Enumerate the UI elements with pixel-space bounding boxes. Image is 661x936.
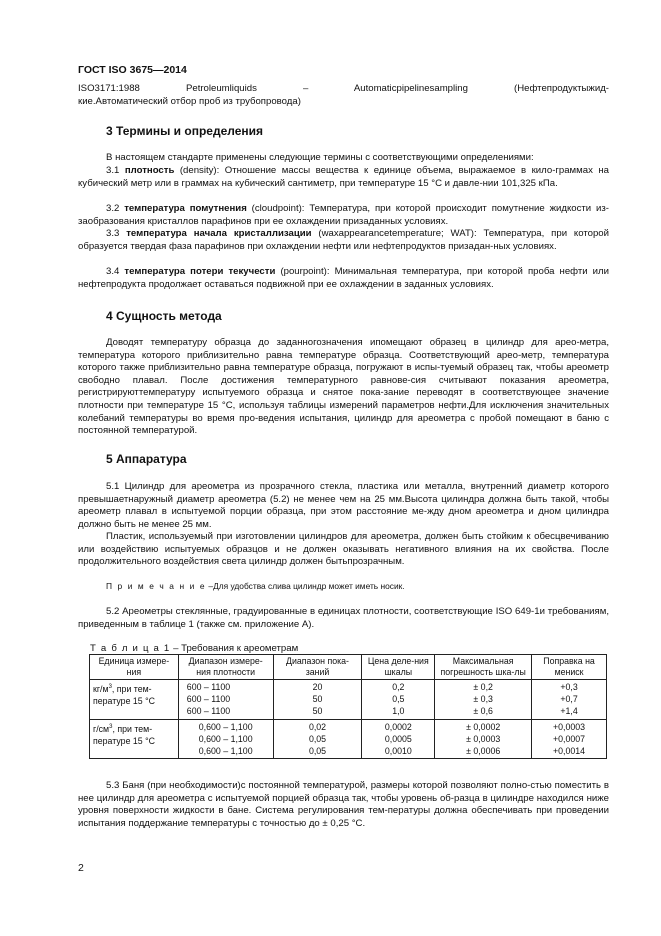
reference-word-1: Petroleumliquids [185,83,257,94]
cell-value: 0,0005 [384,733,412,744]
term-3-3 [78,228,609,253]
cell-value: 600 – 1100 [186,682,231,692]
term-number: 3.3 [106,228,127,239]
term-number: 3.4 [106,266,125,277]
meniscus-cell [532,719,607,759]
density-range-cell [178,719,273,759]
reading-range-cell [273,719,362,759]
cell-value: 0,02 [308,721,327,732]
unit-superscript: 3 [108,684,112,690]
cell-value: ± 0,0003 [466,733,501,744]
section-3-intro: В настоящем стандарте применены следующие термины с соответствующими определениями: [106,152,534,163]
cell-value: 1,0 [392,706,405,717]
reference-code: ISO3171:1988 [78,83,140,94]
table-row [90,719,607,759]
error-cell [435,680,532,720]
reference-word-2: Automaticpipelinesampling [353,83,468,94]
table-caption-text: – Требования к ареометрам [170,643,299,654]
unit-superscript: 3 [109,723,113,730]
hydrometer-requirements-table [89,654,607,759]
term-definition: (pourpoint): Минимальная температура, при которой проба нефти или нефтепродукта продолжает оставаться подвижной при ее охлаждении в заданных условиях. [78,266,609,290]
division-cell [362,719,435,759]
table-row [90,680,607,720]
document-header: ГОСТ ISO 3675—2014 [78,64,187,76]
header-meniscus-correction: Поправка на мениск [532,655,607,680]
unit-text: кг/м [93,683,109,694]
paragraph-5-1: 5.1 Цилиндр для ареометра из прозрачного стекла, пластика или металла, внутренний диаметр которого превышаетнаружный диаметр ареометра (5.2) не менее чем на 25 мм.Высота цилиндра должна быть такой, чтобы ареометр плавал в испытуемой порции образца, при этом расстояние ме-жду дном ареометра и дном цилиндра должно быть не менее 25 мм. [78,481,609,530]
cell-value: 0,05 [308,746,327,757]
reference-line-2: кие.Автоматический отбор проб из трубопровода) [78,96,301,107]
term-3-4 [78,266,609,291]
term-name: температура начала кристаллизации [126,228,312,239]
term-3-1 [78,165,609,190]
cell-value: 600 – 1100 [186,694,231,705]
cell-value: 0,600 – 1,100 [198,721,253,732]
cell-value: 50 [312,694,323,705]
cell-value: +0,7 [560,694,578,705]
term-name: плотность [124,165,175,176]
cell-value: +0,3 [560,682,578,692]
cell-value: +0,0007 [553,733,586,744]
paragraph-5-3: 5.3 Баня (при необходимости)с постоянной температурой, размеры которой позволяют полно-стью поместить в нее цилиндр для ареометра с испытуемой порцией образца так, чтобы уровень об-разца в цилиндре находился ниже уровня поверхности жидкости в бане. Система регулирования тем-пературы должна обеспечивать при проведении испытания поддержание температуры с точностью до ± 0,25 °C. [78,780,609,829]
section-5-heading: 5 Аппаратура [106,452,187,466]
unit-cell [90,680,179,720]
division-cell [362,680,435,720]
cell-value: +1,4 [560,706,578,717]
meniscus-cell [532,680,607,720]
cell-value: 0,5 [392,694,405,705]
term-definition: (density): Отношение массы вещества к единице объема, выражаемое в кило-граммах на кубический метр или в граммах на кубический сантиметр, при температуре 15 °C и давле-нии 101,325 кПа. [78,165,609,189]
cell-value: ± 0,0006 [466,746,501,757]
note [106,581,405,591]
table-caption [90,643,298,654]
note-text: –Для удобства слива цилиндр может иметь носик. [206,581,405,591]
section-4-heading: 4 Сущность метода [106,309,222,323]
table-header-row [90,655,607,680]
reading-range-cell [273,680,362,720]
page-number: 2 [78,862,84,874]
cell-value: ± 0,0002 [466,721,501,732]
cell-value: 600 – 1100 [186,706,231,717]
section-4-text: Доводят температуру образца до заданногозначения ипомещают образец в цилиндр для арео-метра, температура которого приблизительно равна температуре образца. Соответствующий арео-метр, температура которого также приблизительно равна температуре образца, погружают в испы-туемый образец так, чтобы ареометр свободно плавал. После достижения температурного равнове-сия считывают показания ареометра, регистрируюттемпературу испытуемого образца и снятое пока-зание переводят в соответствующее значение плотности при температуре 15 °C, используя таблицы измерений параметров нефти.Для исключения значительных колебаний температуры во время про-ведения испытания, цилиндр для ареометра с пробой помещают в баню с постоянной температурой. [78,337,609,437]
header-unit: Единица измере-ния [90,655,179,680]
term-number: 3.1 [106,165,125,176]
term-name: температура помутнения [124,203,247,214]
term-3-2 [78,203,609,228]
term-definition: (cloudpoint): Температура, при которой происходит помутнение жидкости из-заобразования кристаллов парафинов при ее охлаждении призаданных условиях. [78,203,609,227]
unit-cell [90,719,179,759]
unit-text-tail: , при тем-пературе 15 °C [93,683,156,707]
table-caption-label: Т а б л и ц а 1 [90,643,171,654]
reference-line-1 [78,83,609,96]
cell-value: 0,2 [392,682,405,692]
cell-value: +0,0003 [553,721,586,732]
reference-word-3: (Нефтепродуктыжид- [514,83,609,94]
term-name: температура потери текучести [124,266,276,277]
cell-value: 20 [312,682,323,692]
cell-value: ± 0,3 [473,694,493,705]
header-scale-division: Цена деле-ния шкалы [362,655,435,680]
cell-value: 0,600 – 1,100 [198,746,253,757]
unit-text-tail: , при тем-пературе 15 °C [93,723,156,746]
cell-value: 0,05 [308,733,327,744]
error-cell [435,719,532,759]
paragraph-5-1-plastic: Пластик, используемый при изготовлении цилиндров для ареометра, должен быть стойким к обесцвечиванию или воздействию испытуемых образцов и не должен оказывать негативного влияния на их свойства. После продолжительного воздействия света цилиндр должен бытьпрозрачным. [78,531,609,568]
cell-value: 0,600 – 1,100 [198,733,253,744]
cell-value: ± 0,2 [473,682,493,692]
cell-value: 0,0002 [384,721,412,732]
cell-value: 50 [312,706,323,717]
header-reading-range: Диапазон пока-заний [273,655,362,680]
header-max-scale-error: Максимальная погрешность шка-лы [435,655,532,680]
term-definition: (waxappearancetemperature; WAT): Температура, при которой образуется твердая фаза парафинов при охлаждении нефти или нефтепродуктов призадан-ных условиях. [78,228,609,252]
note-label: П р и м е ч а н и е [106,581,207,591]
paragraph-5-2: 5.2 Ареометры стеклянные, градуированные в единицах плотности, соответствующие ISO 649-1и требованиям, приведенным в таблице 1 (также см. приложение А). [78,606,609,630]
cell-value: ± 0,6 [473,706,493,717]
term-number: 3.2 [106,203,125,214]
density-range-cell [178,680,273,720]
reference-dash: – [302,83,309,94]
header-density-range: Диапазон измере-ния плотности [178,655,273,680]
unit-text: г/см [93,723,110,734]
cell-value: 0,0010 [384,746,412,757]
section-3-heading: 3 Термины и определения [106,124,264,138]
cell-value: +0,0014 [553,746,586,757]
